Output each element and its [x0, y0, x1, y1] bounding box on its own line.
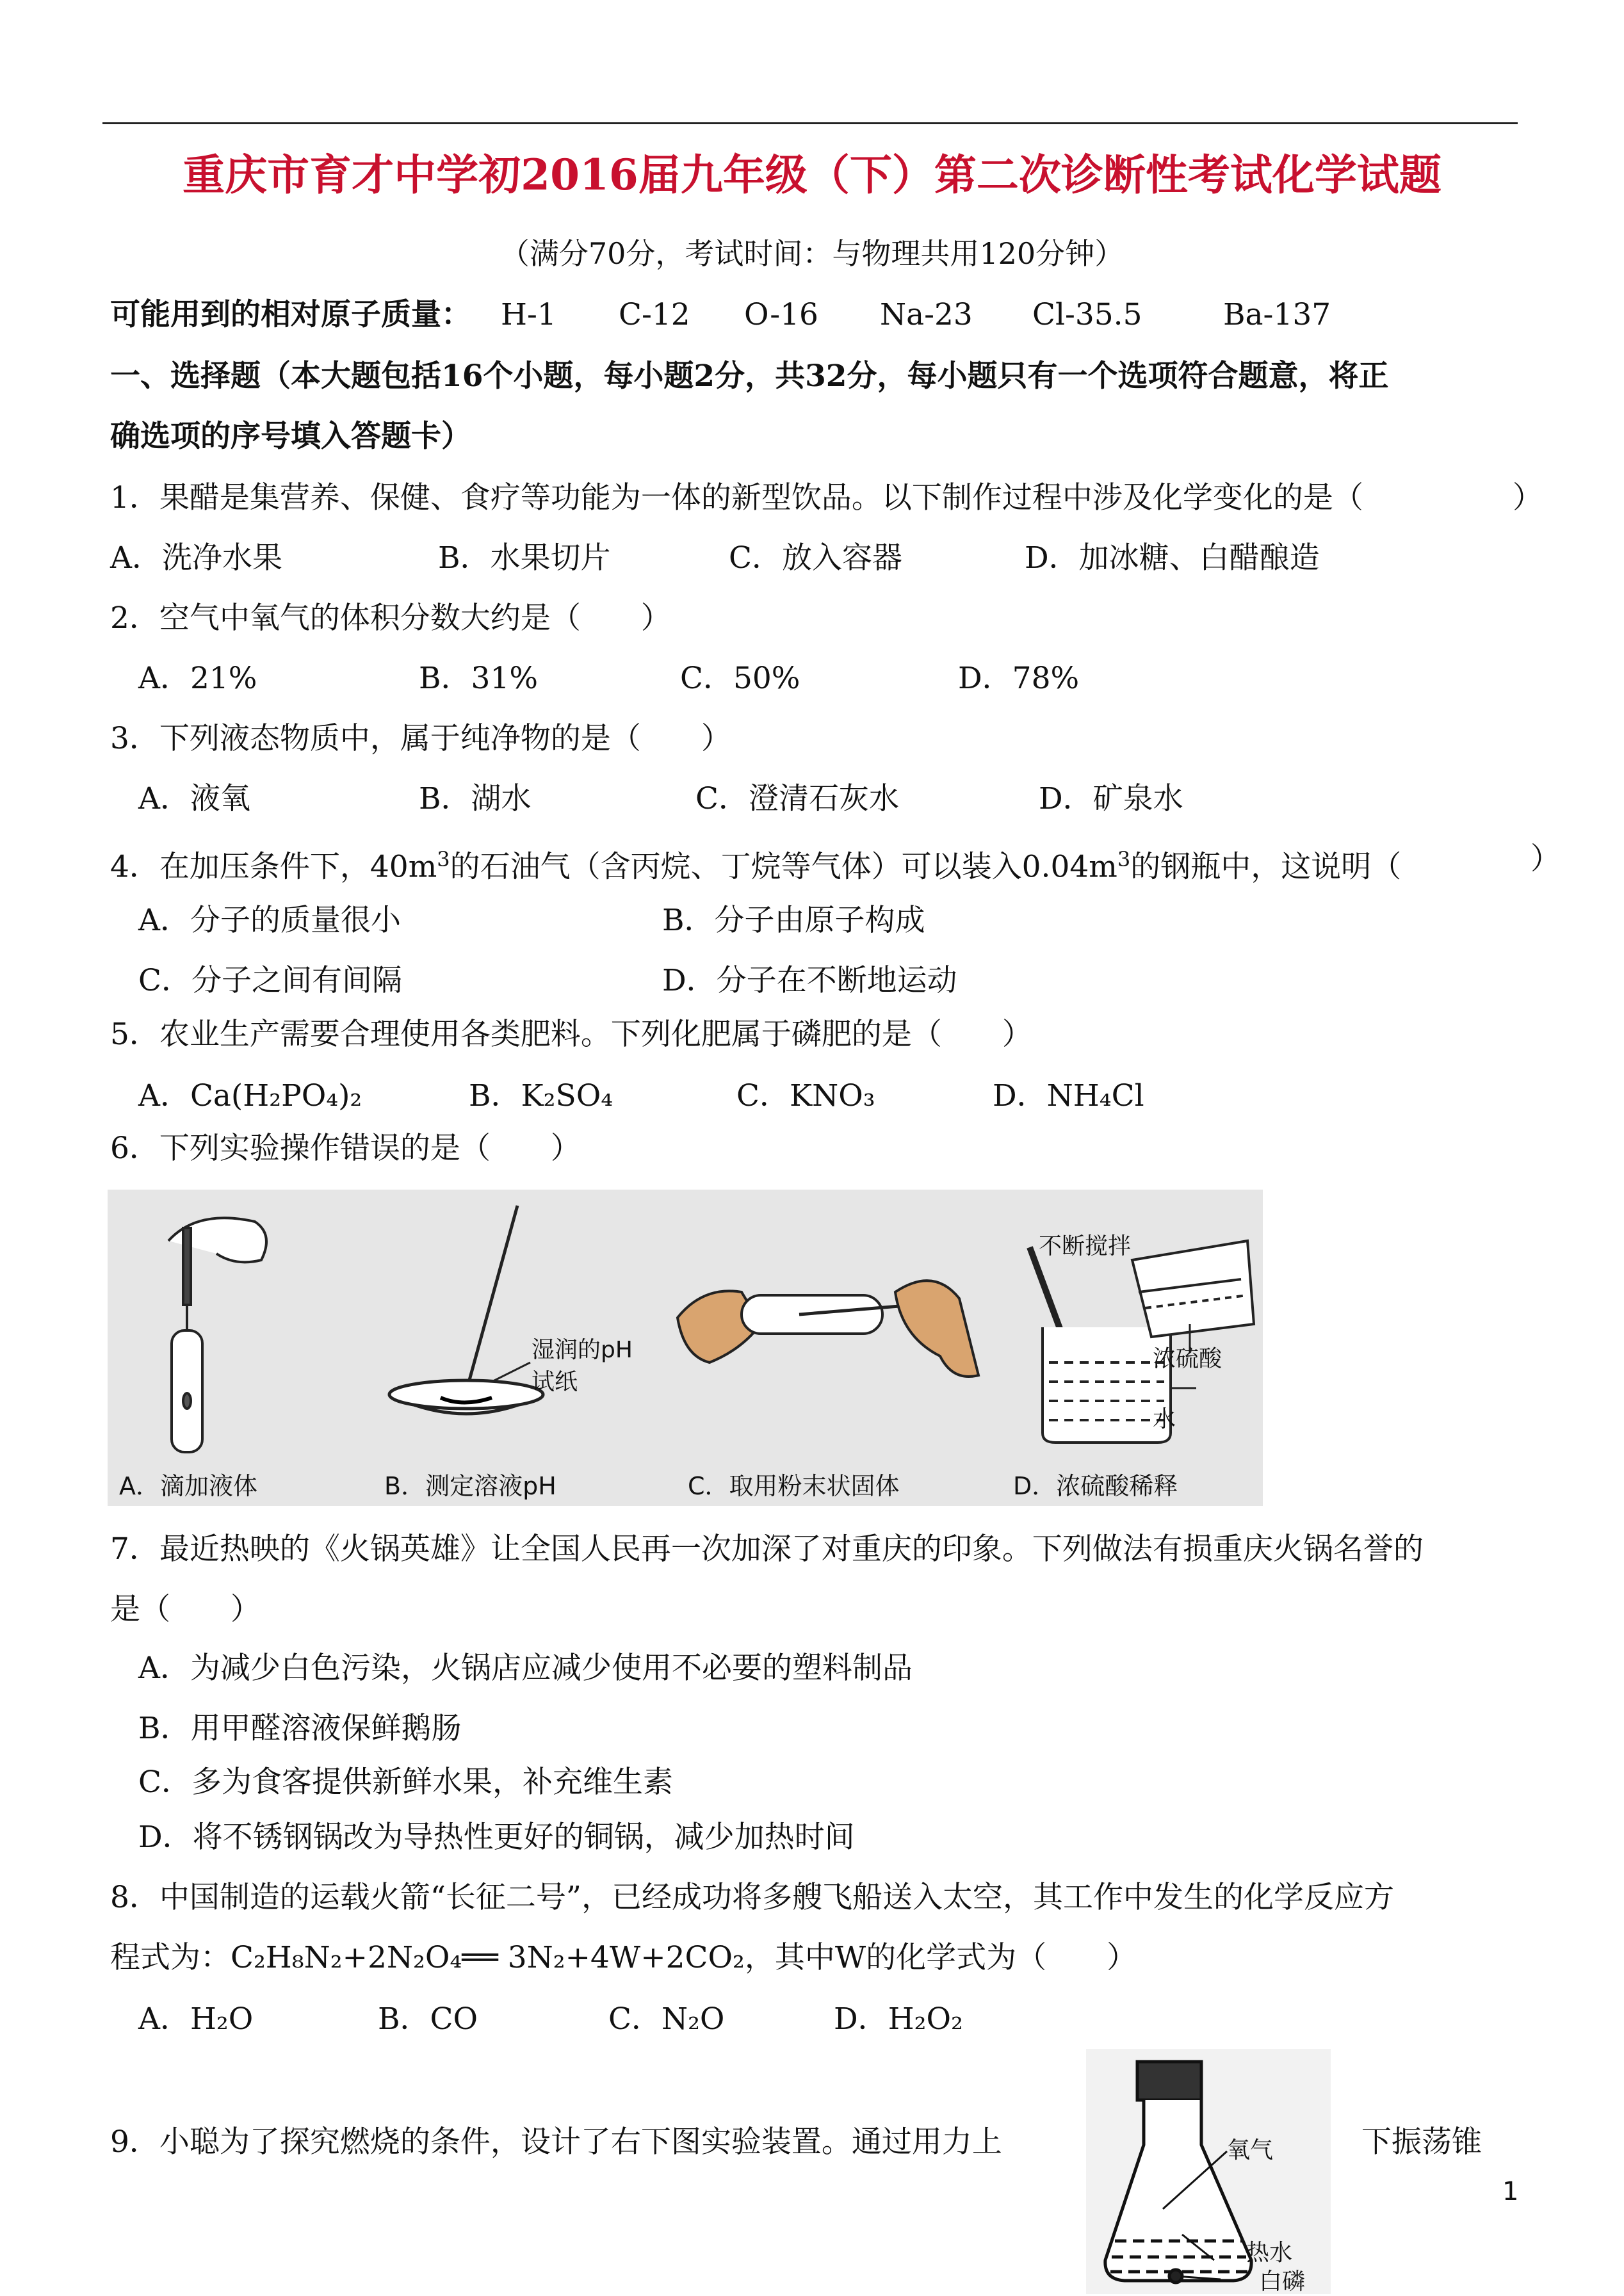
- q7-option-a: A．为减少白色污染，火锅店应减少使用不必要的塑料制品: [138, 1651, 913, 1686]
- q8-option-b: B．CO: [378, 2001, 478, 2037]
- hot-water-label: 热水: [1246, 2240, 1293, 2266]
- q8-option-c: C．N₂O: [608, 2001, 725, 2037]
- q4-stem-b: 的石油气（含丙烷、丁烷等气体）可以装入0.04m: [450, 849, 1117, 885]
- q4-close: ）: [1531, 841, 1561, 877]
- q6-caption-c: C．取用粉末状固体: [688, 1472, 900, 1500]
- q1-close: ）: [1513, 480, 1543, 515]
- q9-stem-left: 9．小聪为了探究燃烧的条件，设计了右下图实验装置。通过用力上: [110, 2124, 1002, 2160]
- atomic-mass-label: 可能用到的相对原子质量：: [110, 297, 471, 332]
- q6-caption-a: A．滴加液体: [119, 1472, 257, 1500]
- q9-flask-figure: [1086, 2049, 1331, 2294]
- q4-option-a: A．分子的质量很小: [138, 903, 401, 938]
- atomic-mass-o: O-16: [744, 297, 818, 332]
- oxygen-label: 氧气: [1227, 2137, 1274, 2163]
- q4-stem-a: 4．在加压条件下，40m: [110, 849, 437, 885]
- q5-option-c: C．KNO₃: [736, 1078, 875, 1113]
- q4-stem-c: 的钢瓶中，这说明（: [1130, 849, 1402, 885]
- q3-option-d: D．矿泉水: [1039, 781, 1183, 816]
- ph-paper-label-2: 试纸: [532, 1369, 578, 1395]
- q9-stem-right: 下振荡锥: [1361, 2124, 1482, 2160]
- top-rule: [102, 122, 1518, 124]
- q5-stem: 5．农业生产需要合理使用各类肥料。下列化肥属于磷肥的是（ ）: [110, 1017, 1032, 1052]
- section-heading-line1: 一、选择题（本大题包括16个小题，每小题2分，共32分，每小题只有一个选项符合题意，将正: [110, 359, 1389, 394]
- q8-option-d: D．H₂O₂: [834, 2001, 963, 2037]
- q7-option-c: C．多为食客提供新鲜水果，补充维生素: [138, 1765, 673, 1800]
- atomic-mass-ba: Ba-137: [1223, 297, 1331, 332]
- q2-stem: 2．空气中氧气的体积分数大约是（ ）: [110, 601, 671, 636]
- q8-equation-line: 程式为：C₂H₈N₂+2N₂O₄══ 3N₂+4W+2CO₂，其中W的化学式为（ ）: [110, 1940, 1137, 1975]
- atomic-mass-cl: Cl-35.5: [1032, 297, 1142, 332]
- white-phosphorus-label: 白磷: [1259, 2268, 1306, 2295]
- atomic-mass-c: C-12: [619, 297, 690, 332]
- q3-option-a: A．液氧: [138, 781, 250, 816]
- q2-option-b: B．31%: [419, 661, 539, 696]
- q8-option-a: A．H₂O: [138, 2001, 254, 2037]
- q7-stem-line2: 是（ ）: [110, 1592, 261, 1627]
- q1-option-d: D．加冰糖、白醋酿造: [1025, 540, 1320, 576]
- q6-caption-b: B．测定溶液pH: [384, 1472, 556, 1500]
- q9-flask-drawing: [1086, 2049, 1331, 2294]
- q1-option-a: A．洗净水果: [110, 540, 282, 576]
- q7-option-d: D．将不锈钢锅改为导热性更好的铜锅，减少加热时间: [138, 1820, 855, 1855]
- q5-option-a: A．Ca(H₂PO₄)₂: [138, 1078, 362, 1113]
- q4-stem: [110, 840, 1401, 887]
- q3-stem: 3．下列液态物质中，属于纯净物的是（ ）: [110, 721, 731, 756]
- stir-label: 不断搅拌: [1039, 1233, 1132, 1259]
- water-label: 水: [1153, 1406, 1176, 1432]
- q6-figure: [108, 1190, 1263, 1506]
- q4-sup-2: 3: [1117, 847, 1131, 871]
- q4-option-b: B．分子由原子构成: [662, 903, 925, 938]
- exam-title: 重庆市育才中学初2016届九年级（下）第二次诊断性考试化学试题: [183, 150, 1441, 200]
- page-number: 1: [1502, 2177, 1519, 2206]
- q1-stem: 1．果醋是集营养、保健、食疗等功能为一体的新型饮品。以下制作过程中涉及化学变化的是（: [110, 480, 1363, 515]
- conc-acid-label: 浓硫酸: [1153, 1346, 1222, 1372]
- q2-option-d: D．78%: [958, 661, 1080, 696]
- section-heading-line2: 确选项的序号填入答题卡）: [110, 419, 471, 454]
- atomic-mass-na: Na-23: [880, 297, 973, 332]
- q4-option-d: D．分子在不断地运动: [662, 963, 957, 998]
- q4-option-c: C．分子之间有间隔: [138, 963, 402, 998]
- q7-stem-line1: 7．最近热映的《火锅英雄》让全国人民再一次加深了对重庆的印象。下列做法有损重庆火锅名誉的: [110, 1532, 1424, 1567]
- q3-option-c: C．澄清石灰水: [695, 781, 899, 816]
- q4-sup-1: 3: [437, 847, 450, 871]
- atomic-mass-h: H-1: [501, 297, 556, 332]
- q6-caption-d: D．浓硫酸稀释: [1013, 1472, 1178, 1500]
- q3-option-b: B．湖水: [419, 781, 532, 816]
- q2-option-c: C．50%: [680, 661, 800, 696]
- q1-option-c: C．放入容器: [729, 540, 902, 576]
- q8-stem-line1: 8．中国制造的运载火箭“长征二号”，已经成功将多艘飞船送入太空，其工作中发生的化学反应方: [110, 1880, 1394, 1915]
- q1-option-b: B．水果切片: [438, 540, 611, 576]
- ph-paper-label-1: 湿润的pH: [532, 1337, 633, 1363]
- q2-option-a: A．21%: [138, 661, 257, 696]
- exam-subtitle: （满分70分，考试时间：与物理共用120分钟）: [499, 236, 1125, 271]
- q5-option-b: B．K₂SO₄: [469, 1078, 613, 1113]
- q5-option-d: D．NH₄Cl: [993, 1078, 1144, 1113]
- q7-option-b: B．用甲醛溶液保鲜鹅肠: [138, 1711, 462, 1746]
- q6-stem: 6．下列实验操作错误的是（ ）: [110, 1131, 581, 1166]
